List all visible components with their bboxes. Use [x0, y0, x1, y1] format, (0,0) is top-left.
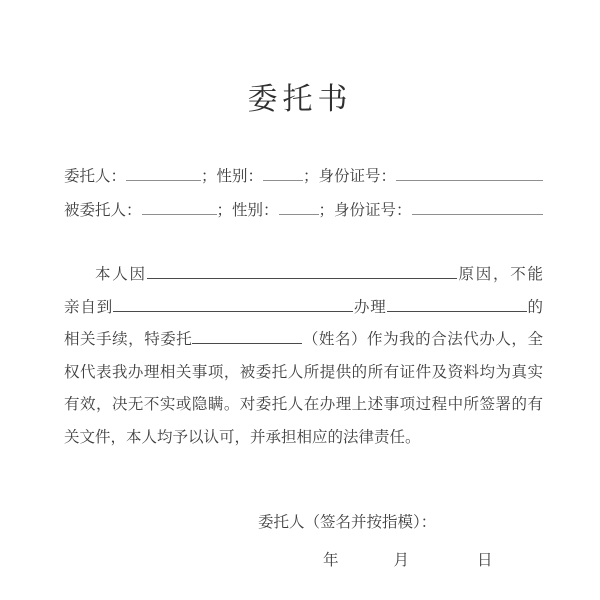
fill-in-blank — [142, 198, 217, 215]
fill-in-blank — [113, 295, 353, 312]
date-line — [323, 553, 600, 569]
fill-in-blank — [147, 262, 457, 279]
fill-in-blank — [192, 327, 302, 344]
fill-in-blank — [412, 198, 543, 215]
authorization-body-paragraph — [64, 259, 543, 454]
text-run: 办理 — [353, 298, 387, 316]
text-run: 委托人： — [64, 168, 127, 185]
text-run: 的相关手续，特委托 — [64, 298, 543, 348]
text-run: ；身份证号： — [318, 202, 412, 219]
party-info-section — [64, 160, 543, 228]
text-run: ；身份证号： — [303, 168, 397, 185]
text-run: （姓名）作为我的合法代办人，全权代表我办理相关事项，被委托人所提供的所有证件及资料均为真实有效，决无不实或隐瞒。对委托人在办理上述事项过程中所签署的有关文件，本人均予以认可，并承担相应的法律责任。 — [64, 331, 543, 446]
text-run: 被委托人： — [64, 202, 142, 219]
date-month-label: 月 — [393, 551, 410, 569]
agent-info-line — [64, 194, 543, 228]
fill-in-blank — [263, 164, 303, 181]
principal-info-line — [64, 160, 543, 194]
text-run: 本人因 — [95, 266, 147, 283]
date-day-label: 日 — [477, 551, 493, 569]
signature-label: 委托人（签名并按指模）： — [258, 514, 437, 531]
document-title: 委托书 — [247, 83, 353, 116]
text-run: ；性别： — [201, 168, 264, 185]
fill-in-blank — [126, 164, 201, 181]
fill-in-blank — [279, 198, 319, 215]
fill-in-blank — [387, 295, 527, 312]
fill-in-blank — [396, 164, 543, 181]
text-run: 原因，不能亲自到 — [64, 266, 543, 316]
date-year-label: 年 — [323, 551, 339, 569]
text-run: ；性别： — [216, 202, 279, 219]
